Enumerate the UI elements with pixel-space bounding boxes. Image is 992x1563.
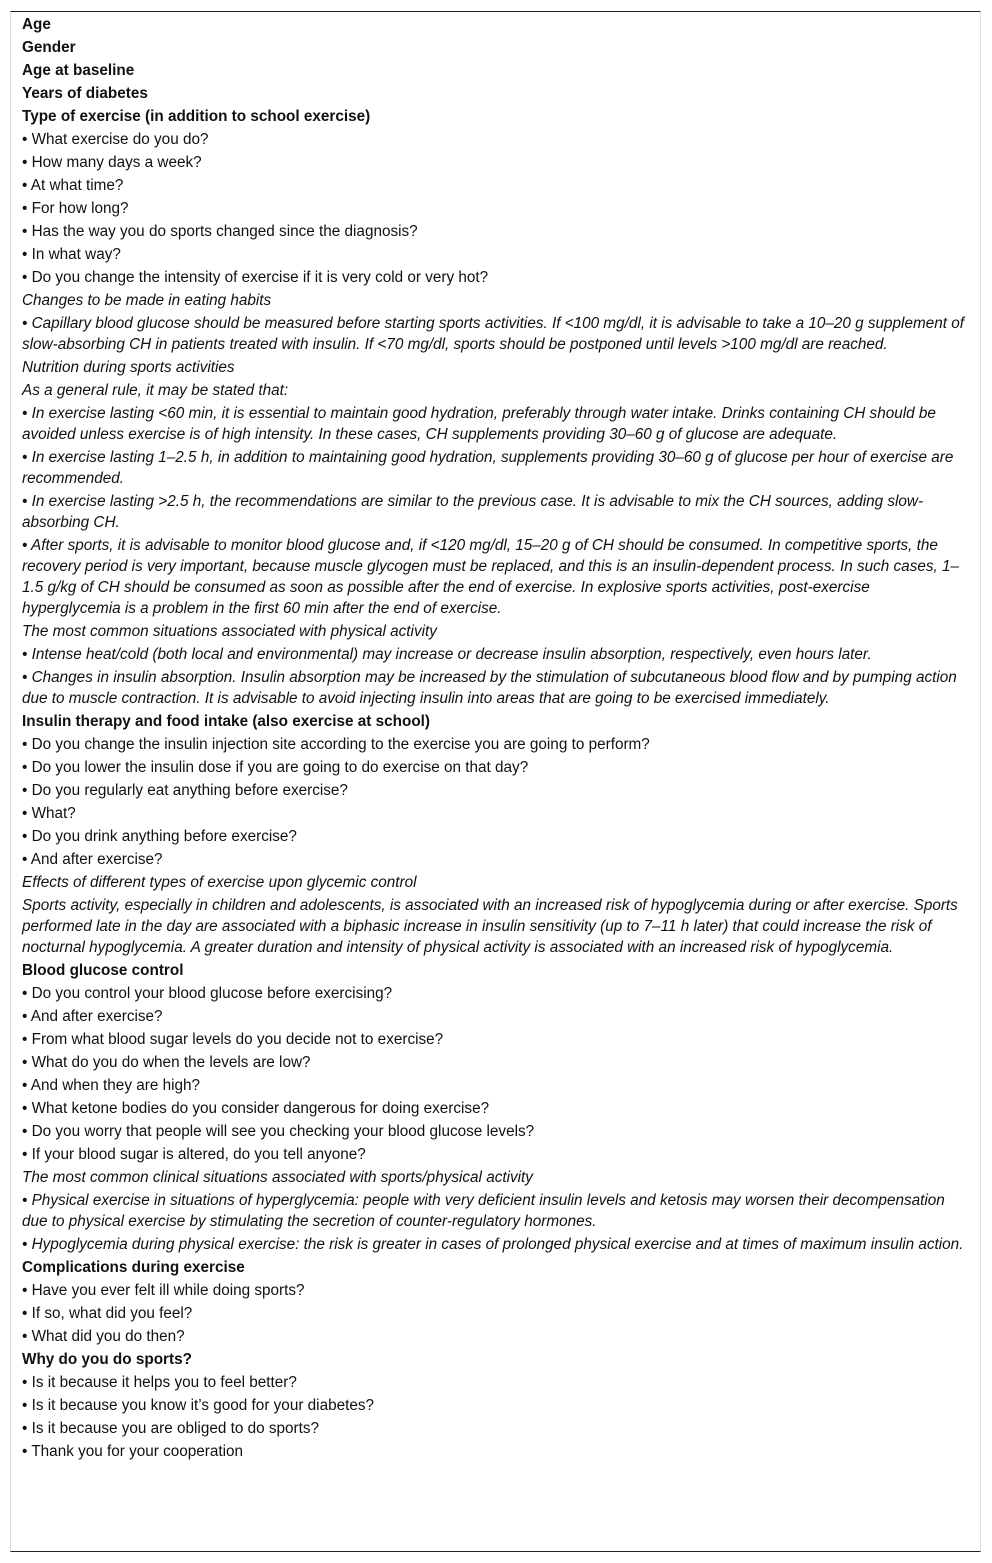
guidance-text: Effects of different types of exercise upon glycemic control (22, 874, 417, 891)
table-row: • What exercise do you do? (22, 131, 209, 148)
section-heading: Age (22, 16, 51, 33)
section-heading: Age at baseline (22, 62, 135, 79)
section-heading: Type of exercise (in addition to school exercise) (22, 108, 371, 125)
table-row: • What ketone bodies do you consider dangerous for doing exercise? (22, 1100, 490, 1117)
table-row: • Do you change the insulin injection site according to the exercise you are going to perform? (22, 736, 650, 753)
questionnaire-rows (22, 14, 972, 1464)
guidance-text: • Intense heat/cold (both local and environmental) may increase or decrease insulin absorption, respectively, even hours later. (22, 646, 872, 663)
section-heading: Blood glucose control (22, 962, 184, 979)
table-row: • And after exercise? (22, 851, 163, 868)
guidance-text: The most common situations associated with physical activity (22, 623, 437, 640)
table-row: • What did you do then? (22, 1328, 185, 1345)
table-row: • And when they are high? (22, 1077, 200, 1094)
table-row: • Do you control your blood glucose before exercising? (22, 985, 393, 1002)
questionnaire-table (10, 11, 981, 1552)
section-heading: Years of diabetes (22, 85, 148, 102)
table-row: • Do you regularly eat anything before exercise? (22, 782, 348, 799)
table-row: • What do you do when the levels are low? (22, 1054, 311, 1071)
table-row: • How many days a week? (22, 154, 202, 171)
table-row: • In what way? (22, 246, 121, 263)
table-row: • At what time? (22, 177, 124, 194)
table-row: • Do you change the intensity of exercise if it is very cold or very hot? (22, 269, 489, 286)
table-row: • Do you drink anything before exercise? (22, 828, 297, 845)
table-row: • Have you ever felt ill while doing sports? (22, 1282, 305, 1299)
guidance-text: • In exercise lasting >2.5 h, the recommendations are similar to the previous case. It is advisable to mix the CH sources, adding slow-absorbing CH. (22, 493, 924, 531)
table-row: • Thank you for your cooperation (22, 1443, 244, 1460)
guidance-text: • In exercise lasting 1–2.5 h, in addition to maintaining good hydration, supplements providing 30–60 g of glucose per hour of exercise are recommended. (22, 449, 954, 487)
guidance-text: Nutrition during sports activities (22, 359, 235, 376)
guidance-text: The most common clinical situations associated with sports/physical activity (22, 1169, 533, 1186)
guidance-text: • Hypoglycemia during physical exercise: the risk is greater in cases of prolonged physical exercise and at times of maximum insulin action. (22, 1236, 964, 1253)
section-heading: Why do you do sports? (22, 1351, 192, 1368)
table-row: • Is it because you are obliged to do sports? (22, 1420, 320, 1437)
guidance-text: Sports activity, especially in children and adolescents, is associated with an increased risk of hypoglycemia during or after exercise. Sports performed late in the day are associated with a biphasic increase in insulin sensitivity (up to 7–11 h later) that could increase the risk of nocturnal hypoglycemia. A greater duration and intensity of physical activity is associated with an increased risk of hypoglycemia. (22, 897, 958, 956)
guidance-text: • Physical exercise in situations of hyperglycemia: people with very deficient insulin levels and ketosis may worsen their decompensation due to physical exercise by stimulating the secretion of counter-regulatory hormones. (22, 1192, 945, 1230)
table-row: • What? (22, 805, 76, 822)
guidance-text: Changes to be made in eating habits (22, 292, 272, 309)
table-row: • Has the way you do sports changed since the diagnosis? (22, 223, 418, 240)
guidance-text: As a general rule, it may be stated that: (22, 382, 289, 399)
table-row: • And after exercise? (22, 1008, 163, 1025)
guidance-text: • Changes in insulin absorption. Insulin absorption may be increased by the stimulation of subcutaneous blood flow and by pumping action due to muscle contraction. It is advisable to avoid injecting insulin into areas that are going to be exercised immediately. (22, 669, 957, 707)
table-row: • Is it because it helps you to feel better? (22, 1374, 297, 1391)
guidance-text: • In exercise lasting <60 min, it is essential to maintain good hydration, preferably through water intake. Drinks containing CH should be avoided unless exercise is of high intensity. In these cases, CH supplements providing 30–60 g of glucose are adequate. (22, 405, 936, 443)
table-row: • For how long? (22, 200, 129, 217)
table-row: • From what blood sugar levels do you decide not to exercise? (22, 1031, 444, 1048)
guidance-text: • After sports, it is advisable to monitor blood glucose and, if <120 mg/dl, 15–20 g of CH should be consumed. In competitive sports, the recovery period is very important, because muscle glycogen must be replaced, and this is an insulin-dependent process. In such cases, 1–1.5 g/kg of CH should be consumed as soon as possible after the end of exercise. In explosive sports activities, post-exercise hyperglycemia is a problem in the first 60 min after the end of exercise. (22, 537, 960, 617)
section-heading: Insulin therapy and food intake (also exercise at school) (22, 713, 431, 730)
guidance-text: • Capillary blood glucose should be measured before starting sports activities. If <100 mg/dl, it is advisable to take a 10–20 g supplement of slow-absorbing CH in patients treated with insulin. If <70 mg/dl, sports should be postponed until levels >100 mg/dl are reached. (22, 315, 964, 353)
table-row: • If so, what did you feel? (22, 1305, 193, 1322)
table-row: • Is it because you know it’s good for your diabetes? (22, 1397, 375, 1414)
table-row: • Do you lower the insulin dose if you are going to do exercise on that day? (22, 759, 529, 776)
table-row: • Do you worry that people will see you checking your blood glucose levels? (22, 1123, 535, 1140)
table-row: • If your blood sugar is altered, do you tell anyone? (22, 1146, 366, 1163)
section-heading: Complications during exercise (22, 1259, 245, 1276)
section-heading: Gender (22, 39, 76, 56)
